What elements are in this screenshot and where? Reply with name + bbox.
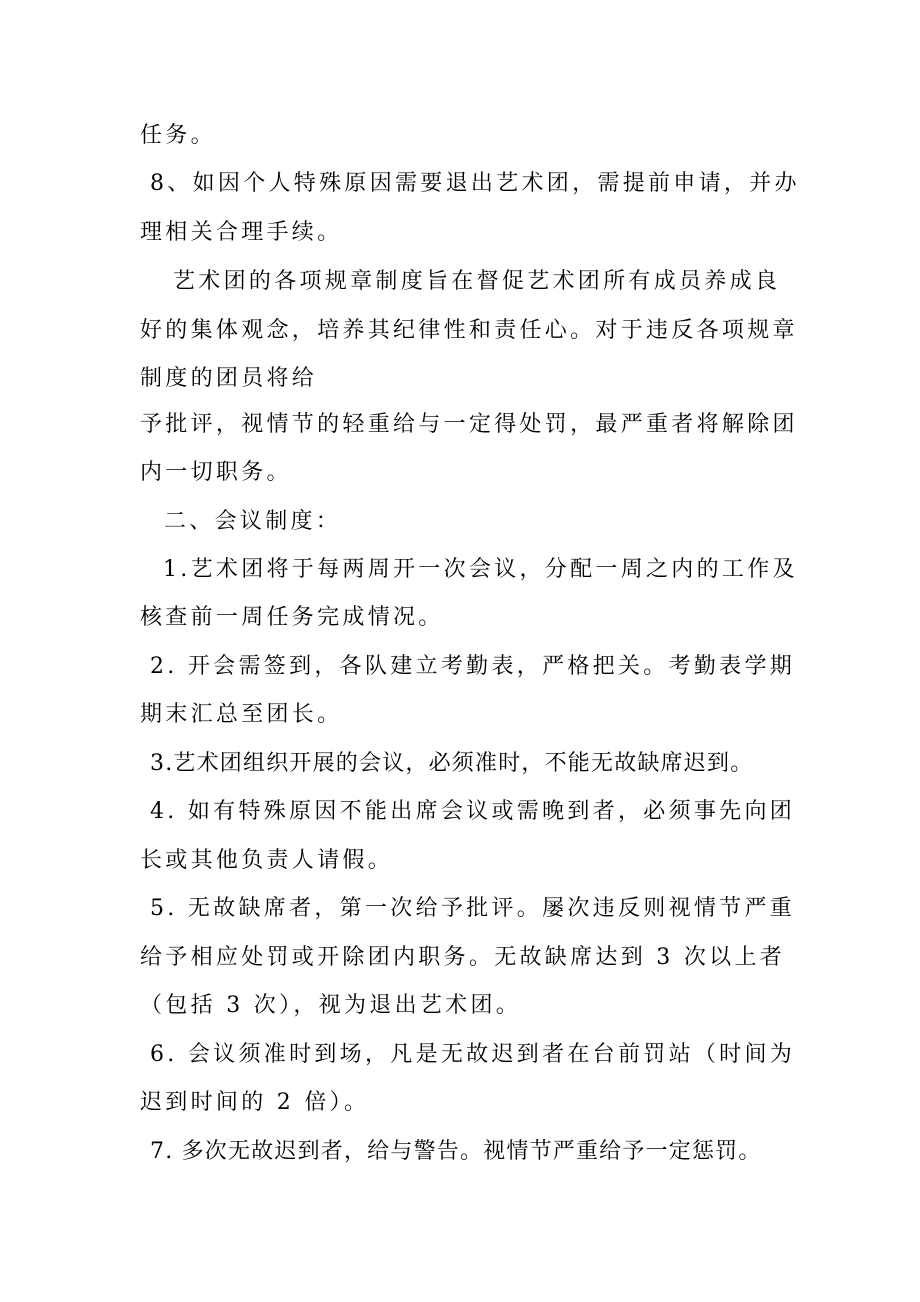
section-heading: 二、会议制度：: [164, 509, 342, 534]
text-line: 1.艺术团将于每两周开一次会议，分配一周之内的工作及: [163, 557, 798, 582]
text-line: 好的集体观念，培养其纪律性和责任心。对于违反各项规章: [140, 318, 798, 343]
text-line: 理相关合理手续。: [140, 220, 343, 245]
text-line: 8、如因个人特殊原因需要退出艺术团，需提前申请，并办: [150, 171, 800, 196]
text-line: 制度的团员将给: [140, 366, 318, 391]
text-line: （包括 3 次），视为退出艺术团。: [140, 993, 522, 1018]
text-line: 给予相应处罚或开除团内职务。无故缺席达到 3 次以上者: [140, 945, 786, 970]
text-line: 7. 多次无故迟到者，给与警告。视情节严重给予一定惩罚。: [150, 1139, 762, 1164]
text-line: 2. 开会需签到，各队建立考勤表，严格把关。考勤表学期: [150, 654, 796, 679]
text-line: 6. 会议须准时到场，凡是无故迟到者在台前罚站（时间为: [150, 1042, 796, 1067]
text-line: 任务。: [140, 123, 216, 148]
text-line: 期末汇总至团长。: [140, 702, 343, 727]
text-line: 3.艺术团组织开展的会议，必须准时，不能无故缺席迟到。: [150, 751, 754, 776]
text-line: 内一切职务。: [140, 460, 292, 485]
text-line: 核查前一周任务完成情况。: [140, 605, 444, 630]
text-line: 艺术团的各项规章制度旨在督促艺术团所有成员养成良: [173, 269, 781, 294]
text-line: 予批评，视情节的轻重给与一定得处罚，最严重者将解除团: [140, 412, 798, 437]
text-line: 长或其他负责人请假。: [140, 848, 394, 873]
text-line: 4. 如有特殊原因不能出席会议或需晚到者，必须事先向团: [150, 799, 796, 824]
text-line: 5. 无故缺席者，第一次给予批评。屡次违反则视情节严重: [150, 896, 796, 921]
text-line: 迟到时间的 2 倍）。: [140, 1090, 370, 1115]
